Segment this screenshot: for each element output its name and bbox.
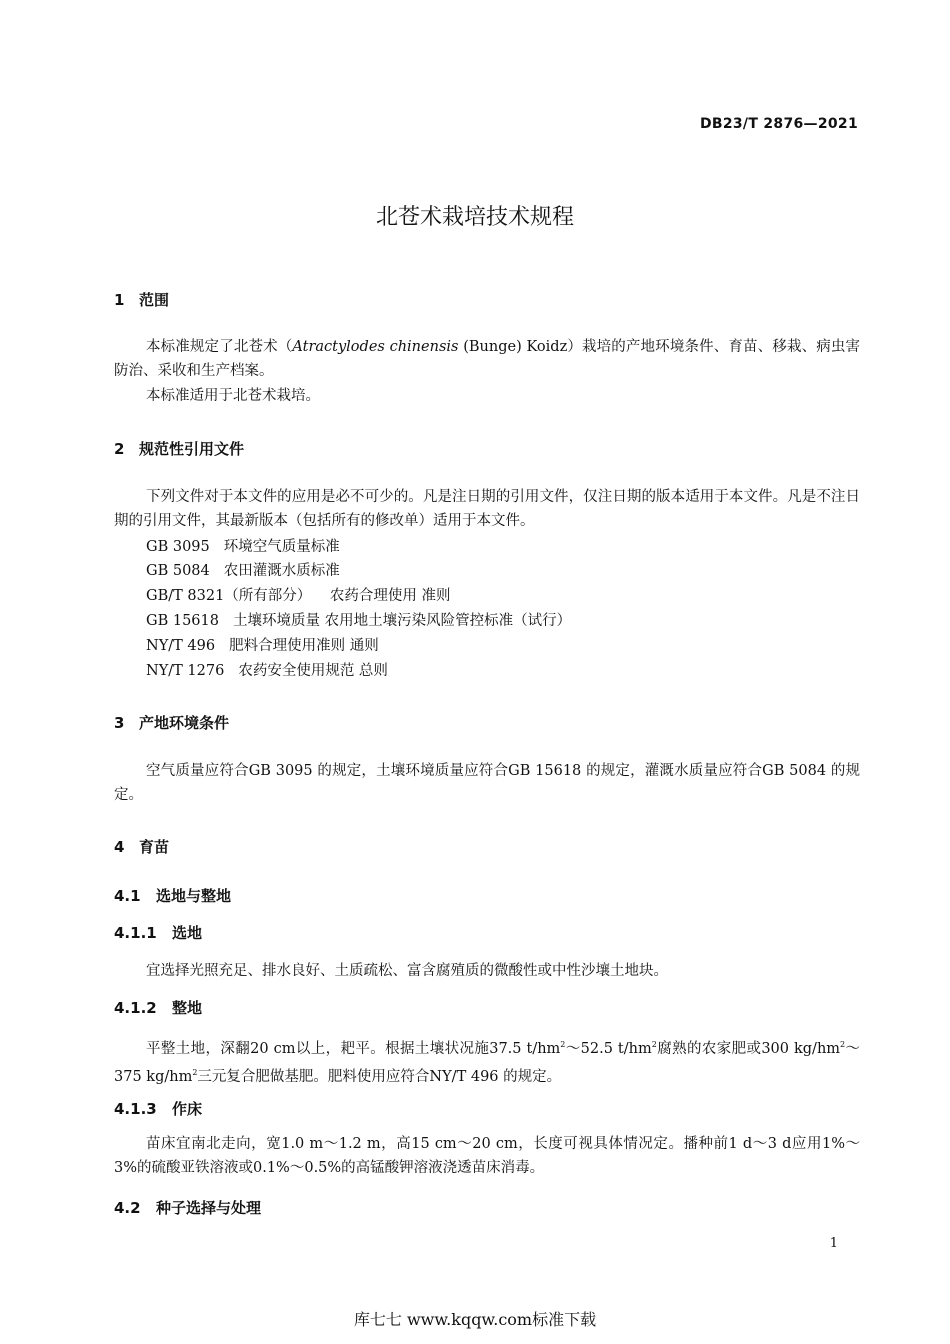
ref-code: GB 3095 bbox=[146, 539, 210, 555]
reference-item bbox=[146, 634, 379, 655]
superscript: 2 bbox=[192, 1068, 198, 1077]
land-preparation-paragraph bbox=[114, 1033, 860, 1089]
reference-item bbox=[146, 559, 340, 580]
section-title: 选地与整地 bbox=[156, 887, 232, 905]
section-4-heading bbox=[114, 836, 169, 857]
prep-text-a: 平整土地，深翻20 cm以上，耙平。根据土壤状况施37.5 t/hm bbox=[146, 1041, 561, 1057]
section-title: 作床 bbox=[172, 1100, 203, 1118]
superscript: 2 bbox=[560, 1040, 566, 1049]
prep-text-b: ～52.5 t/hm bbox=[565, 1041, 652, 1057]
seedbed-paragraph: 苗床宜南北走向，宽1.0 m～1.2 m，高15 cm～20 cm，长度可视具体情况定。播种前1 d～3 d应用1%～3%的硫酸亚铁溶液或0.1%～0.5%的高锰酸钾溶液浇透苗床消毒。 bbox=[114, 1136, 860, 1176]
document-title: 北苍术栽培技术规程 bbox=[375, 205, 574, 230]
section-3-heading bbox=[114, 712, 229, 733]
reference-item bbox=[146, 609, 571, 630]
section-4-1-3-heading bbox=[114, 1098, 202, 1119]
section-number: 4.1.1 bbox=[114, 924, 157, 942]
normative-refs-intro: 下列文件对于本文件的应用是必不可少的。凡是注日期的引用文件，仅注日期的版本适用于本文件。凡是不注日期的引用文件，其最新版本（包括所有的修改单）适用于本文件。 bbox=[114, 489, 860, 529]
footer-watermark: 库七七 www.kqqw.com标准下载 bbox=[353, 1310, 597, 1329]
section-1-heading bbox=[114, 289, 169, 310]
environment-paragraph: 空气质量应符合GB 3095 的规定，土壤环境质量应符合GB 15618 的规定，灌溉水质量应符合GB 5084 的规定。 bbox=[114, 763, 860, 803]
scope-applicability: 本标准适用于北苍术栽培。 bbox=[146, 388, 320, 404]
superscript: 2 bbox=[651, 1040, 657, 1049]
section-title: 范围 bbox=[139, 291, 170, 309]
section-number: 3 bbox=[114, 714, 125, 732]
section-number: 4 bbox=[114, 838, 125, 856]
superscript: 2 bbox=[840, 1040, 846, 1049]
reference-item bbox=[146, 659, 388, 680]
section-4-1-2-heading bbox=[114, 997, 202, 1018]
ref-code: GB 15618 bbox=[146, 613, 219, 629]
section-number: 4.1.3 bbox=[114, 1100, 157, 1118]
section-4-1-1-heading bbox=[114, 922, 202, 943]
species-name: Atractylodes chinensis bbox=[292, 339, 459, 355]
section-number: 4.2 bbox=[114, 1199, 141, 1217]
section-title: 种子选择与处理 bbox=[156, 1199, 262, 1217]
section-title: 整地 bbox=[172, 999, 203, 1017]
ref-name: 肥料合理使用准则 通则 bbox=[229, 638, 379, 654]
scope-text-b: (Bunge) Koidz）栽培的产地环境条件、育苗、移栽、病虫害防治、采收和生产档案。 bbox=[114, 339, 861, 379]
reference-item bbox=[146, 535, 340, 556]
ref-name: 农田灌溉水质标准 bbox=[223, 563, 340, 579]
ref-code: NY/T 1276 bbox=[146, 663, 225, 679]
section-number: 2 bbox=[114, 440, 125, 458]
section-title: 选地 bbox=[172, 924, 203, 942]
ref-name: 农药安全使用规范 总则 bbox=[238, 663, 388, 679]
ref-code: GB 5084 bbox=[146, 563, 210, 579]
document-number: DB23/T 2876—2021 bbox=[699, 116, 858, 132]
scope-text-a: 本标准规定了北苍术（ bbox=[146, 339, 293, 355]
scope-paragraph bbox=[114, 335, 860, 383]
ref-name: 环境空气质量标准 bbox=[223, 539, 340, 555]
prep-text-d: ～375 kg/hm bbox=[114, 1041, 861, 1085]
reference-item bbox=[146, 584, 451, 605]
section-title: 育苗 bbox=[139, 838, 170, 856]
ref-code: NY/T 496 bbox=[146, 638, 216, 654]
site-selection-paragraph: 宜选择光照充足、排水良好、土质疏松、富含腐殖质的微酸性或中性沙壤土地块。 bbox=[146, 963, 668, 979]
section-title: 规范性引用文件 bbox=[139, 440, 245, 458]
section-number: 1 bbox=[114, 291, 125, 309]
prep-text-e: 三元复合肥做基肥。肥料使用应符合NY/T 496 的规定。 bbox=[197, 1069, 562, 1085]
page-number: 1 bbox=[829, 1236, 838, 1251]
section-title: 产地环境条件 bbox=[139, 714, 230, 732]
section-2-heading bbox=[114, 438, 244, 459]
ref-code: GB/T 8321（所有部分） bbox=[146, 588, 312, 604]
section-number: 4.1 bbox=[114, 887, 141, 905]
section-number: 4.1.2 bbox=[114, 999, 157, 1017]
prep-text-c: 腐熟的农家肥或300 kg/hm bbox=[656, 1041, 841, 1057]
ref-name: 农药合理使用 准则 bbox=[325, 588, 451, 604]
section-4-2-heading bbox=[114, 1197, 261, 1218]
ref-name: 土壤环境质量 农用地土壤污染风险管控标准（试行） bbox=[232, 613, 572, 629]
section-4-1-heading bbox=[114, 885, 231, 906]
